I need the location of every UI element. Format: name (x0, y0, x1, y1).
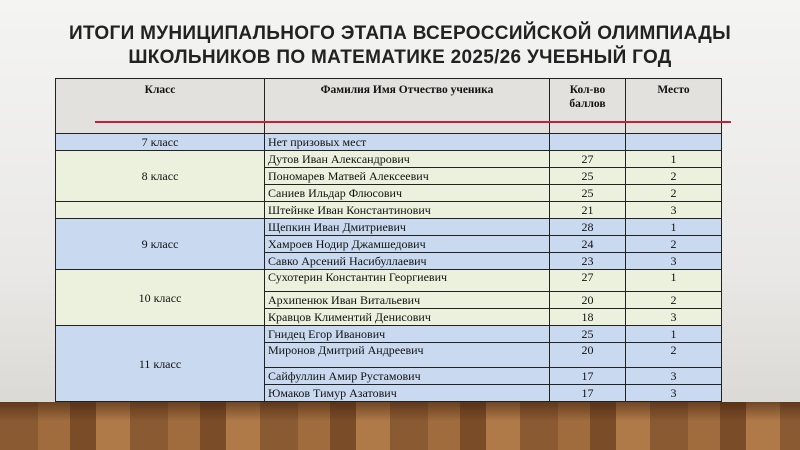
name-cell: Савко Арсений Насибуллаевич (265, 253, 550, 270)
name-cell: Архипенюк Иван Витальевич (265, 292, 550, 309)
place-cell: 2 (626, 168, 722, 185)
score-cell: 21 (550, 202, 626, 219)
table-row (56, 270, 722, 292)
title-line-1: ИТОГИ МУНИЦИПАЛЬНОГО ЭТАПА ВСЕРОССИЙСКОЙ ОЛИМПИАДЫ (69, 23, 731, 44)
name-cell: Саниев Ильдар Флюсович (265, 185, 550, 202)
name-cell: Нет призовых мест (265, 134, 550, 151)
header-place: Место (626, 79, 722, 134)
name-cell: Хамроев Нодир Джамшедович (265, 236, 550, 253)
class-cell: 10 класс (56, 270, 265, 326)
score-cell: 28 (550, 219, 626, 236)
score-cell (550, 134, 626, 151)
place-cell: 3 (626, 202, 722, 219)
score-cell: 25 (550, 168, 626, 185)
place-cell: 1 (626, 326, 722, 343)
name-cell: Миронов Дмитрий Андреевич (265, 343, 550, 368)
table-row (56, 219, 722, 236)
slide-title (40, 22, 760, 70)
place-cell: 3 (626, 368, 722, 385)
name-cell: Сайфуллин Амир Рустамович (265, 368, 550, 385)
class-cell: 8 класс (56, 151, 265, 202)
place-cell: 3 (626, 309, 722, 326)
place-cell: 2 (626, 343, 722, 368)
place-cell: 2 (626, 236, 722, 253)
score-cell: 25 (550, 185, 626, 202)
table-row (56, 151, 722, 168)
name-cell: Юмаков Тимур Азатович (265, 385, 550, 402)
name-cell: Гнидец Егор Иванович (265, 326, 550, 343)
name-cell: Кравцов Климентий Денисович (265, 309, 550, 326)
wood-floor-background (0, 402, 800, 450)
table-row (56, 134, 722, 151)
score-cell: 18 (550, 309, 626, 326)
class-cell: 11 класс (56, 326, 265, 402)
name-cell: Пономарев Матвей Алексеевич (265, 168, 550, 185)
name-cell: Сухотерин Константин Георгиевич (265, 270, 550, 292)
score-cell: 17 (550, 368, 626, 385)
place-cell: 3 (626, 253, 722, 270)
score-cell: 20 (550, 343, 626, 368)
title-line-2: ШКОЛЬНИКОВ ПО МАТЕМАТИКЕ 2025/26 УЧЕБНЫЙ ГОД (128, 47, 672, 68)
place-cell: 1 (626, 151, 722, 168)
place-cell (626, 134, 722, 151)
place-cell: 2 (626, 292, 722, 309)
name-cell: Дутов Иван Александрович (265, 151, 550, 168)
class-cell: 9 класс (56, 219, 265, 270)
name-cell: Щепкин Иван Дмитриевич (265, 219, 550, 236)
score-cell: 27 (550, 270, 626, 292)
table-row (56, 202, 722, 219)
class-cell: 7 класс (56, 134, 265, 151)
place-cell: 3 (626, 385, 722, 402)
place-cell: 1 (626, 270, 722, 292)
name-cell: Штейнке Иван Константинович (265, 202, 550, 219)
score-cell: 25 (550, 326, 626, 343)
class-cell (56, 202, 265, 219)
header-class: Класс (56, 79, 265, 134)
score-cell: 17 (550, 385, 626, 402)
results-table (55, 78, 722, 402)
table-row (56, 326, 722, 343)
score-cell: 23 (550, 253, 626, 270)
header-name: Фамилия Имя Отчество ученика (265, 79, 550, 134)
place-cell: 1 (626, 219, 722, 236)
place-cell: 2 (626, 185, 722, 202)
score-cell: 20 (550, 292, 626, 309)
score-cell: 27 (550, 151, 626, 168)
red-accent-line (95, 121, 731, 123)
score-cell: 24 (550, 236, 626, 253)
header-score: Кол-во баллов (550, 79, 626, 134)
